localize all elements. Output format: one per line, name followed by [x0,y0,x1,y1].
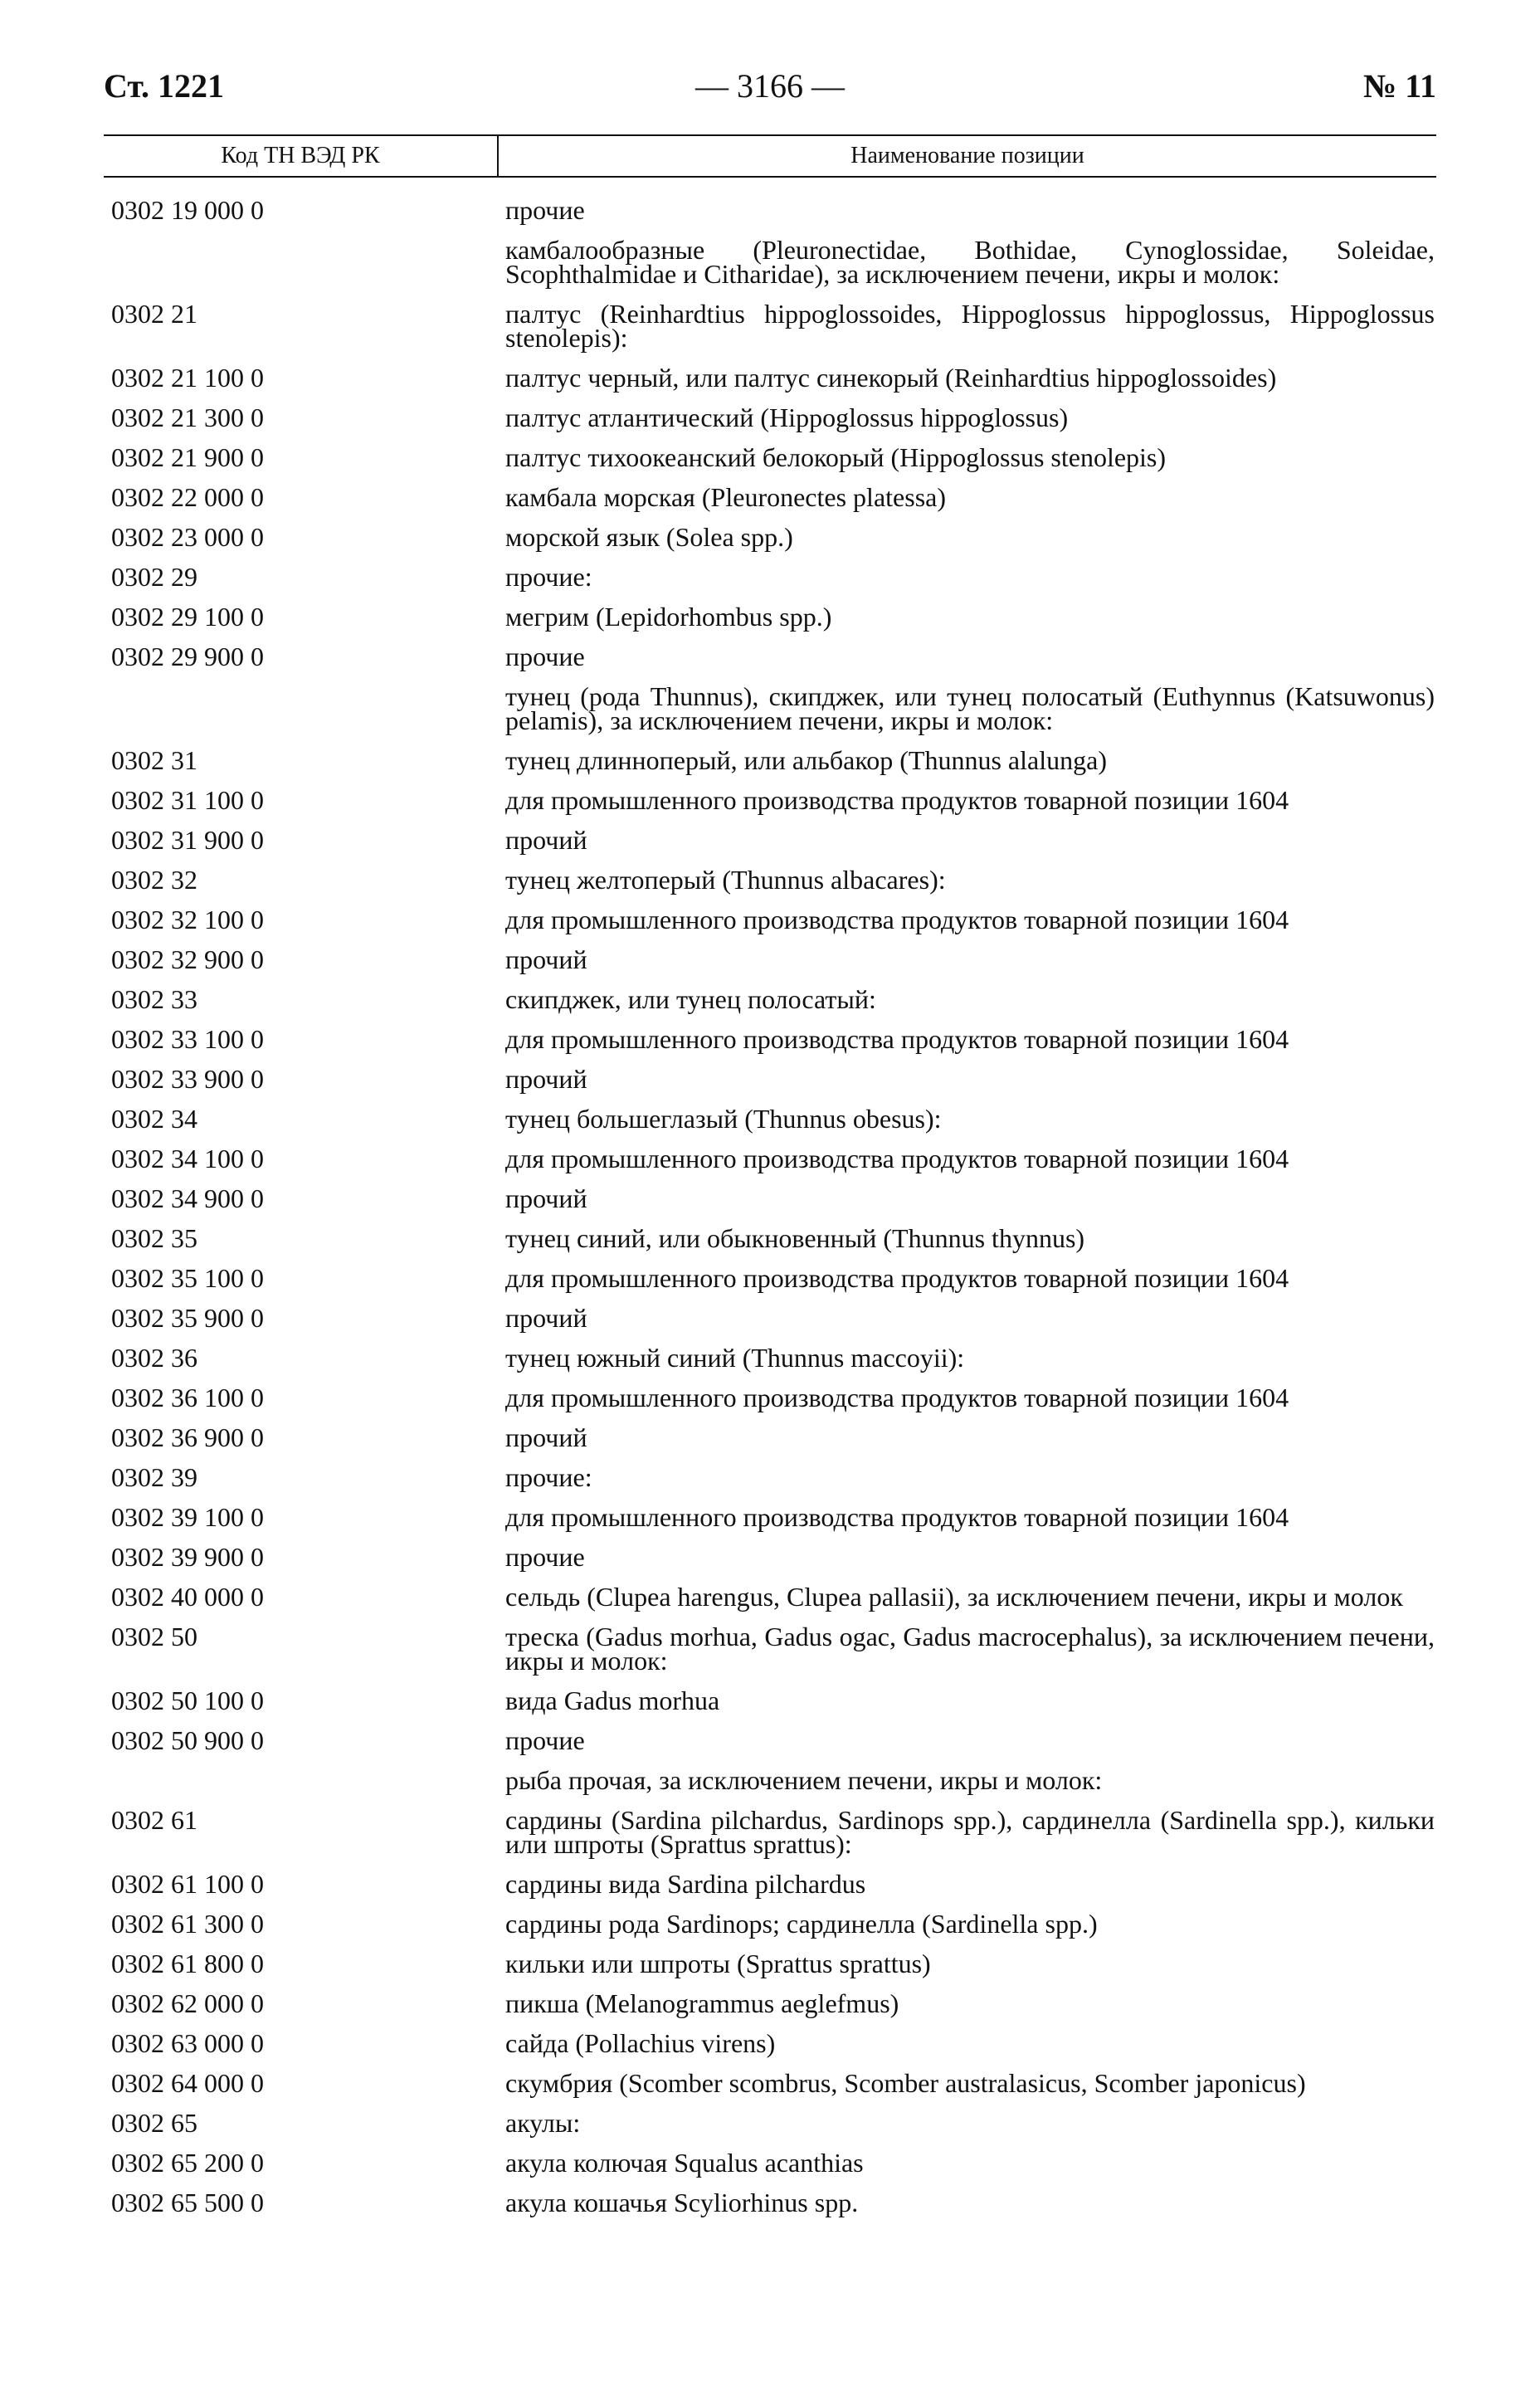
row-name: морской язык (Solea spp.) [505,522,793,552]
row-code: 0302 35 100 0 [111,1263,264,1293]
row-name: прочий [505,1183,587,1213]
table-row [104,982,1436,1022]
row-code [104,238,505,286]
table-row [104,1539,1436,1579]
table-row [104,743,1436,783]
row-name: тунец синий, или обыкновенный (Thunnus thynnus) [505,1223,1085,1253]
row-name: сардины рода Sardinops; сардинелла (Sardinella spp.) [505,1909,1098,1939]
row-name: прочий [505,1064,587,1094]
table-row [104,1683,1436,1723]
row-name: прочий [505,944,587,974]
row-code: 0302 61 100 0 [111,1869,264,1899]
row-code [104,1768,505,1793]
row-code: 0302 22 000 0 [111,482,264,512]
row-code: 0302 29 900 0 [111,641,264,671]
table-row [104,1420,1436,1460]
row-name: для промышленного производства продуктов товарной позиции 1604 [505,905,1289,934]
row-name: рыба прочая, за исключением печени, икры и молок: [505,1765,1103,1795]
table-row [104,1300,1436,1340]
row-code [104,685,505,733]
row-name: прочий [505,825,587,855]
table-row [104,1061,1436,1101]
table-row [104,1181,1436,1221]
row-name: сардины (Sardina pilchardus, Sardinops spp.), сардинелла (Sardinella spp.), кильки или шпроты (Sprattus sprattus): [505,1805,1435,1859]
row-name: прочие [505,195,585,225]
table-row [104,1340,1436,1380]
page-number: — 3166 — [695,67,845,105]
table-row [104,1866,1436,1906]
row-name: тунец большеглазый (Thunnus obesus): [505,1104,942,1134]
row-code: 0302 61 [111,1805,197,1835]
row-code: 0302 32 900 0 [111,944,264,974]
row-name: мегрим (Lepidorhombus spp.) [505,602,832,632]
table-row [104,2145,1436,2185]
table-row [104,1141,1436,1181]
table-row [104,559,1436,599]
row-name: акулы: [505,2108,581,2138]
row-name: для промышленного производства продуктов товарной позиции 1604 [505,1024,1289,1054]
row-name: сайда (Pollachius virens) [505,2028,776,2058]
row-code: 0302 36 [111,1343,197,1373]
row-code: 0302 40 000 0 [111,1582,264,1612]
row-name: прочий [505,1303,587,1333]
row-code: 0302 21 900 0 [111,442,264,472]
row-name: прочие: [505,562,592,592]
row-name: сельдь (Clupea harengus, Clupea pallasii), за исключением печени, икры и молок [505,1582,1403,1612]
table-row [104,1802,1436,1866]
table-row [104,1460,1436,1500]
table-row [104,2105,1436,2145]
row-code: 0302 36 100 0 [111,1383,264,1412]
table-row [104,862,1436,902]
row-code: 0302 61 800 0 [111,1949,264,1978]
table-row [104,232,1436,296]
table-row [104,1946,1436,1986]
row-name: акула колючая Squalus acanthias [505,2148,864,2178]
article-number: Ст. 1221 [104,67,224,105]
row-name: тунец длинноперый, или альбакор (Thunnus alalunga) [505,745,1107,775]
table-row [104,679,1436,743]
row-name: пикша (Melanogrammus aeglefmus) [505,1988,899,2018]
row-name: для промышленного производства продуктов товарной позиции 1604 [505,1263,1289,1293]
table-row [104,1906,1436,1946]
row-name: палтус (Reinhardtius hippoglossoides, Hippoglossus hippoglossus, Hippoglossus stenolepis): [505,299,1435,353]
row-code: 0302 31 [111,745,197,775]
table-row [104,400,1436,440]
table-row [104,1763,1436,1802]
tariff-table [104,134,1436,2225]
row-code: 0302 34 900 0 [111,1183,264,1213]
table-row [104,942,1436,982]
table-row [104,1101,1436,1141]
row-code: 0302 62 000 0 [111,1988,264,2018]
table-row [104,440,1436,480]
row-name: тунец желтоперый (Thunnus albacares): [505,865,946,895]
row-name: палтус черный, или палтус синекорый (Reinhardtius hippoglossoides) [505,363,1277,393]
table-row [104,639,1436,679]
row-code: 0302 34 100 0 [111,1144,264,1173]
row-name: треска (Gadus morhua, Gadus ogac, Gadus macrocephalus), за исключением печени, икры и молок: [505,1622,1435,1676]
row-name: палтус атлантический (Hippoglossus hippoglossus) [505,402,1069,432]
row-code: 0302 33 900 0 [111,1064,264,1094]
row-code: 0302 61 300 0 [111,1909,264,1939]
row-name: тунец южный синий (Thunnus maccoyii): [505,1343,965,1373]
row-code: 0302 29 [111,562,197,592]
column-header-name: Наименование позиции [850,143,1084,168]
row-code: 0302 39 100 0 [111,1502,264,1532]
table-row [104,193,1436,232]
table-row [104,296,1436,360]
page-header [104,66,1436,124]
row-code: 0302 32 [111,865,197,895]
row-name: тунец (рода Thunnus), скипджек, или тунец полосатый (Euthynnus (Katsuwonus) pelamis), за исключением печени, икры и молок: [505,681,1435,735]
row-name: камбалообразные (Pleuronectidae, Bothidae, Cynoglossidae, Soleidae, Scophthalmidae и Citharidae), за исключением печени, икры и молок: [505,235,1435,289]
table-row [104,1261,1436,1300]
row-name: акула кошачья Scyliorhinus spp. [505,2188,859,2217]
row-code: 0302 65 [111,2108,197,2138]
row-code: 0302 19 000 0 [111,195,264,225]
row-name: для промышленного производства продуктов товарной позиции 1604 [505,785,1289,815]
row-code: 0302 33 100 0 [111,1024,264,1054]
table-row [104,599,1436,639]
row-code: 0302 36 900 0 [111,1422,264,1452]
table-row [104,1619,1436,1683]
row-name: сардины вида Sardina pilchardus [505,1869,866,1899]
table-row [104,2185,1436,2225]
table-row [104,783,1436,822]
table-row [104,1221,1436,1261]
row-code: 0302 23 000 0 [111,522,264,552]
row-name: вида Gadus morhua [505,1685,720,1715]
table-row [104,822,1436,862]
table-row [104,480,1436,520]
row-code: 0302 33 [111,984,197,1014]
row-name: для промышленного производства продуктов товарной позиции 1604 [505,1502,1289,1532]
table-row [104,1986,1436,2026]
issue-number: № 11 [1363,67,1436,105]
row-code: 0302 39 900 0 [111,1542,264,1572]
row-name: прочие [505,641,585,671]
row-code: 0302 50 100 0 [111,1685,264,1715]
row-code: 0302 31 900 0 [111,825,264,855]
row-name: прочий [505,1422,587,1452]
row-code: 0302 63 000 0 [111,2028,264,2058]
table-row [104,2066,1436,2105]
table-row [104,2026,1436,2066]
table-row [104,1500,1436,1539]
row-code: 0302 21 [111,299,197,329]
table-row [104,1022,1436,1061]
row-name: для промышленного производства продуктов товарной позиции 1604 [505,1144,1289,1173]
table-row [104,1579,1436,1619]
row-code: 0302 35 900 0 [111,1303,264,1333]
row-code: 0302 65 200 0 [111,2148,264,2178]
row-name: для промышленного производства продуктов товарной позиции 1604 [505,1383,1289,1412]
row-code: 0302 32 100 0 [111,905,264,934]
row-name: прочие [505,1725,585,1755]
table-header [104,134,1436,178]
table-row [104,1380,1436,1420]
column-header-code: Код ТН ВЭД РК [104,136,499,176]
row-code: 0302 35 [111,1223,197,1253]
row-code: 0302 29 100 0 [111,602,264,632]
table-row [104,902,1436,942]
row-name: скумбрия (Scomber scombrus, Scomber australasicus, Scomber japonicus) [505,2068,1306,2098]
row-name: палтус тихоокеанский белокорый (Hippoglossus stenolepis) [505,442,1167,472]
table-body [104,178,1436,2225]
row-code: 0302 50 900 0 [111,1725,264,1755]
row-code: 0302 39 [111,1462,197,1492]
row-code: 0302 21 100 0 [111,363,264,393]
row-code: 0302 50 [111,1622,197,1651]
row-name: прочие [505,1542,585,1572]
row-name: скипджек, или тунец полосатый: [505,984,876,1014]
row-code: 0302 64 000 0 [111,2068,264,2098]
row-code: 0302 34 [111,1104,197,1134]
row-name: прочие: [505,1462,592,1492]
table-row [104,360,1436,400]
table-row [104,520,1436,559]
row-name: кильки или шпроты (Sprattus sprattus) [505,1949,931,1978]
row-code: 0302 31 100 0 [111,785,264,815]
row-code: 0302 21 300 0 [111,402,264,432]
table-row [104,1723,1436,1763]
row-code: 0302 65 500 0 [111,2188,264,2217]
row-name: камбала морская (Pleuronectes platessa) [505,482,946,512]
